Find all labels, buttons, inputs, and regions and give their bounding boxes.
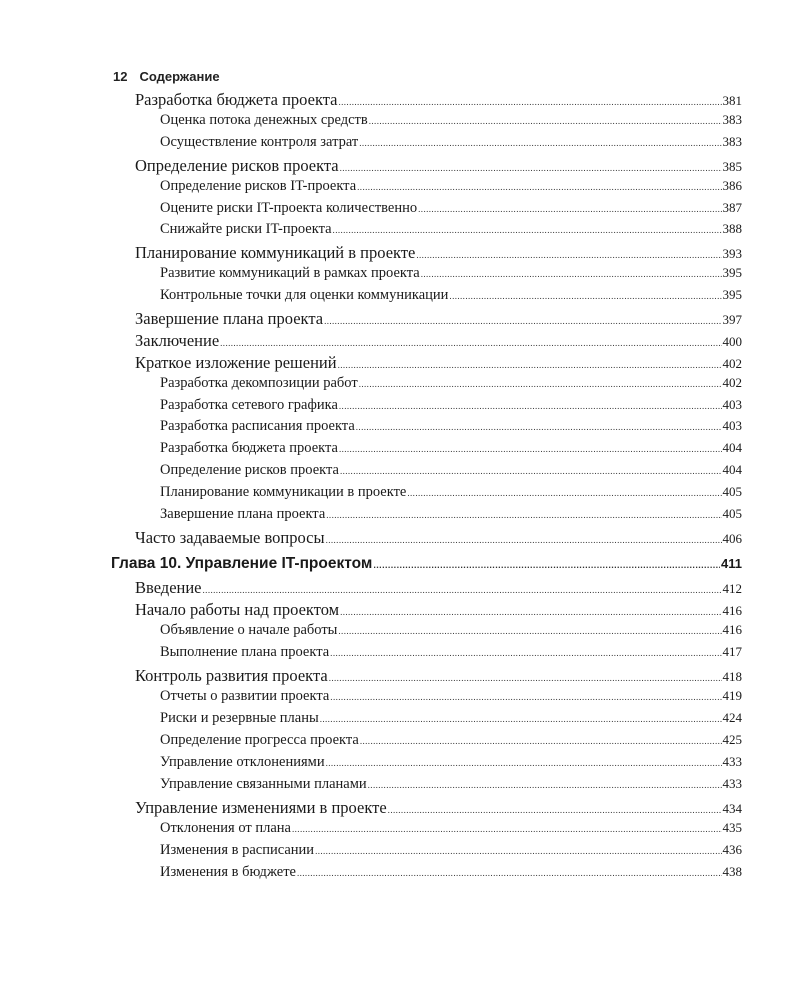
- dot-leader: [338, 360, 722, 370]
- toc-entry-page: 433: [722, 754, 742, 769]
- toc-entry-title: Развитие коммуникаций в рамках проекта: [160, 265, 420, 281]
- toc-entry-title: Осуществление контроля затрат: [160, 134, 359, 150]
- toc-entry-page: 403: [722, 397, 742, 412]
- dot-leader: [340, 163, 722, 173]
- toc-entry: [160, 776, 742, 793]
- toc-entry-page: 425: [722, 732, 742, 747]
- toc-entry-title: Разработка бюджета проекта: [160, 440, 338, 456]
- dot-leader: [357, 182, 721, 192]
- dot-leader: [326, 535, 722, 545]
- toc-entry-page: 388: [722, 221, 742, 236]
- dot-leader: [203, 585, 722, 595]
- toc-entry-title: Риски и резервные планы: [160, 710, 319, 726]
- toc-entry-page: 404: [722, 462, 742, 477]
- toc-entry-page: 402: [722, 375, 742, 390]
- dot-leader: [338, 626, 721, 636]
- page-number: 12: [113, 69, 128, 84]
- toc-entry-title: Снижайте риски IT-проекта: [160, 221, 332, 237]
- toc-entry-page: 402: [722, 356, 742, 371]
- toc-entry-title: Краткое изложение решений: [135, 353, 337, 372]
- toc-entry: [160, 462, 742, 479]
- toc-entry-title: Начало работы над проектом: [135, 600, 340, 619]
- toc-entry: [160, 397, 742, 414]
- toc-entry: [135, 331, 742, 351]
- dot-leader: [356, 422, 722, 432]
- toc-entry-page: 416: [722, 603, 742, 618]
- toc-entry-page: 406: [722, 531, 742, 546]
- toc-entry: [160, 375, 742, 392]
- dot-leader: [330, 648, 721, 658]
- dot-leader: [339, 401, 722, 411]
- toc-entry-page: 381: [722, 93, 742, 108]
- toc-entry: [135, 156, 742, 176]
- toc-entry: [135, 666, 742, 686]
- dot-leader: [339, 444, 722, 454]
- toc-entry-title: Определение рисков проекта: [135, 156, 339, 175]
- toc-entry: [135, 243, 742, 263]
- toc-entry-title: Изменения в бюджете: [160, 864, 296, 880]
- section-title: Содержание: [139, 69, 220, 84]
- toc-entry-title: Контрольные точки для оценки коммуникации: [160, 287, 449, 303]
- toc-entry-title: Оценка потока денежных средств: [160, 112, 368, 128]
- toc-entry-title: Определение рисков IT-проекта: [160, 178, 357, 194]
- toc-entry: [160, 200, 742, 217]
- toc-entry-title: Управление отклонениями: [160, 754, 325, 770]
- toc-entry-page: 397: [722, 312, 742, 327]
- toc-entry-page: 405: [722, 506, 742, 521]
- toc-entry: [135, 309, 742, 329]
- toc-entry-title: Определение рисков проекта: [160, 462, 339, 478]
- toc-entry: [135, 798, 742, 818]
- toc-entry-page: 424: [722, 710, 742, 725]
- toc-entry-title: Часто задаваемые вопросы: [135, 528, 325, 547]
- toc-entry: [135, 528, 742, 548]
- dot-leader: [373, 560, 720, 570]
- dot-leader: [220, 338, 721, 348]
- toc-entry: [160, 732, 742, 749]
- toc-entry-page: 405: [722, 484, 742, 499]
- toc-entry: [160, 754, 742, 771]
- toc-entry-page: 419: [722, 688, 742, 703]
- dot-leader: [326, 758, 722, 768]
- toc-entry: [160, 842, 742, 859]
- toc-entry-page: 434: [722, 801, 742, 816]
- dot-leader: [292, 824, 722, 834]
- dot-leader: [449, 291, 721, 301]
- toc-entry-page: 386: [722, 178, 742, 193]
- toc-entry-title: Завершение плана проекта: [135, 309, 324, 328]
- toc-chapter: [111, 555, 742, 573]
- dot-leader: [368, 780, 722, 790]
- dot-leader: [416, 250, 721, 260]
- toc-entry: [160, 484, 742, 501]
- toc-entry: [160, 820, 742, 837]
- toc-entry-title: Разработка расписания проекта: [160, 418, 355, 434]
- toc-entry-page: 383: [722, 112, 742, 127]
- dot-leader: [320, 714, 722, 724]
- toc-entry-title: Управление связанными планами: [160, 776, 367, 792]
- toc-entry-page: 404: [722, 440, 742, 455]
- dot-leader: [421, 269, 722, 279]
- toc-entry-page: 417: [722, 644, 742, 659]
- dot-leader: [340, 607, 721, 617]
- dot-leader: [326, 510, 721, 520]
- dot-leader: [330, 692, 721, 702]
- toc-entry-title: Отклонения от плана: [160, 820, 291, 836]
- toc-entry: [135, 90, 742, 110]
- toc-entry-title: Изменения в расписании: [160, 842, 315, 858]
- toc-entry-title: Выполнение плана проекта: [160, 644, 330, 660]
- toc-entry: [160, 178, 742, 195]
- toc-entry-page: 403: [722, 418, 742, 433]
- dot-leader: [315, 846, 721, 856]
- dot-leader: [333, 225, 722, 235]
- toc-entry: [135, 600, 742, 620]
- toc-entry-title: Объявление о начале работы: [160, 622, 338, 638]
- toc-entry-page: 387: [722, 200, 742, 215]
- dot-leader: [297, 868, 722, 878]
- running-head: [113, 69, 220, 84]
- toc-entry-title: Глава 10. Управление IT-проектом: [111, 555, 373, 572]
- toc-entry-title: Планирование коммуникации в проекте: [160, 484, 407, 500]
- toc-entry-title: Разработка бюджета проекта: [135, 90, 338, 109]
- toc-entry: [135, 578, 742, 598]
- toc-entry: [160, 688, 742, 705]
- dot-leader: [369, 116, 722, 126]
- dot-leader: [388, 805, 722, 815]
- dot-leader: [329, 673, 722, 683]
- toc-entry: [160, 710, 742, 727]
- toc-entry: [160, 440, 742, 457]
- toc-entry-page: 418: [722, 669, 742, 684]
- toc-entry-title: Заключение: [135, 331, 220, 350]
- toc-entry-page: 411: [721, 556, 742, 571]
- toc-entry-page: 400: [722, 334, 742, 349]
- toc-entry-title: Контроль развития проекта: [135, 666, 328, 685]
- toc-entry-title: Введение: [135, 578, 202, 597]
- toc-entry-page: 412: [722, 581, 742, 596]
- toc-entry: [160, 112, 742, 129]
- toc-entry: [160, 418, 742, 435]
- toc-entry: [160, 287, 742, 304]
- dot-leader: [359, 379, 722, 389]
- toc-entry-title: Управление изменениями в проекте: [135, 798, 387, 817]
- toc-entry: [135, 353, 742, 373]
- toc-entry: [160, 134, 742, 151]
- toc-entry-title: Разработка сетевого графика: [160, 397, 338, 413]
- toc-entry-title: Определение прогресса проекта: [160, 732, 359, 748]
- toc-entry-title: Оцените риски IT-проекта количественно: [160, 200, 418, 216]
- toc-entry-page: 393: [722, 246, 742, 261]
- toc-entry-page: 416: [722, 622, 742, 637]
- toc-entry: [160, 265, 742, 282]
- dot-leader: [359, 138, 721, 148]
- toc-entry: [160, 622, 742, 639]
- toc-entry: [160, 221, 742, 238]
- toc-entry-title: Разработка декомпозиции работ: [160, 375, 358, 391]
- toc-entry-page: 383: [722, 134, 742, 149]
- toc-entry-page: 395: [722, 265, 742, 280]
- toc-entry-page: 436: [722, 842, 742, 857]
- toc-entry-title: Отчеты о развитии проекта: [160, 688, 330, 704]
- toc-entry-title: Завершение плана проекта: [160, 506, 326, 522]
- toc-entry: [160, 506, 742, 523]
- dot-leader: [338, 97, 721, 107]
- dot-leader: [360, 736, 722, 746]
- toc-entry: [160, 644, 742, 661]
- toc-entry-page: 438: [722, 864, 742, 879]
- dot-leader: [340, 466, 722, 476]
- dot-leader: [418, 204, 721, 214]
- toc-entry-title: Планирование коммуникаций в проекте: [135, 243, 416, 262]
- toc-entry-page: 435: [722, 820, 742, 835]
- toc-entry-page: 385: [722, 159, 742, 174]
- toc-entry: [160, 864, 742, 881]
- toc-entry-page: 395: [722, 287, 742, 302]
- toc-entry-page: 433: [722, 776, 742, 791]
- dot-leader: [324, 316, 721, 326]
- dot-leader: [407, 488, 721, 498]
